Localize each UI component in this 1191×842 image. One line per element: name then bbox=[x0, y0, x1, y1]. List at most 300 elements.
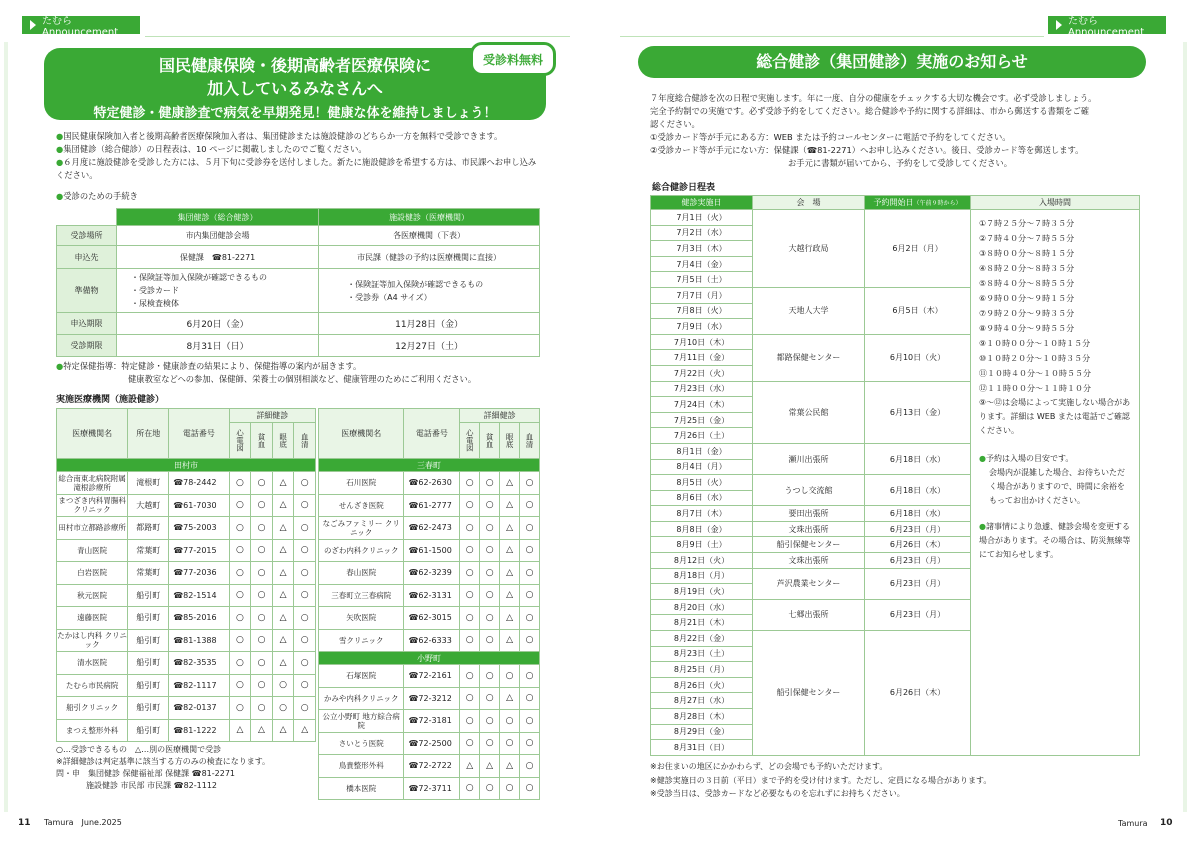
mark: △ bbox=[500, 472, 520, 495]
col-phone: 電話番号 bbox=[169, 409, 229, 459]
mark: ○ bbox=[480, 517, 500, 540]
start-label: 予約開始日 bbox=[873, 198, 914, 207]
proc-col2: 施設健診（医療機関） bbox=[319, 209, 540, 226]
institution-phone: ☎62-2473 bbox=[404, 517, 460, 540]
institution-phone: ☎82-3535 bbox=[169, 652, 229, 675]
institution-location: 船引町 bbox=[128, 607, 169, 630]
exam-date: 7月10日（木） bbox=[651, 334, 753, 350]
institution-name: まつえ整形外科 bbox=[57, 719, 128, 742]
exam-date: 7月5日（土） bbox=[651, 272, 753, 288]
mark: ○ bbox=[460, 665, 480, 688]
mark: △ bbox=[500, 607, 520, 630]
venue: 常葉公民館 bbox=[753, 381, 865, 443]
mark: ○ bbox=[460, 539, 480, 562]
mark: △ bbox=[229, 719, 251, 742]
institution-phone: ☎61-1500 bbox=[404, 539, 460, 562]
mark: △ bbox=[272, 719, 294, 742]
institution-phone: ☎61-2777 bbox=[404, 494, 460, 517]
mark: ○ bbox=[251, 697, 273, 720]
mark: ○ bbox=[294, 562, 316, 585]
mark: ○ bbox=[229, 494, 251, 517]
mark: ○ bbox=[480, 539, 500, 562]
mark: ○ bbox=[294, 652, 316, 675]
mark: △ bbox=[294, 719, 316, 742]
left-header-tag: たむら Announcement bbox=[22, 16, 140, 34]
tamura-institutions-table bbox=[56, 408, 316, 742]
mark: ○ bbox=[480, 584, 500, 607]
mark: △ bbox=[500, 517, 520, 540]
mark: ○ bbox=[460, 494, 480, 517]
mark: ○ bbox=[294, 494, 316, 517]
reservation-start: 6月23日（月） bbox=[865, 553, 971, 569]
exam-date: 8月8日（金） bbox=[651, 521, 753, 537]
table-row bbox=[319, 539, 540, 562]
bullet-3: ●６月度に施設健診を受診した方には、５月下旬に受診券を送付しました。新たに施設健診を希望する方は、市民課へお申し込みください。 bbox=[56, 157, 537, 180]
col-d3: 眼底 bbox=[272, 423, 294, 459]
mark: ○ bbox=[251, 539, 273, 562]
exam-date: 7月26日（土） bbox=[651, 428, 753, 444]
mark: ○ bbox=[460, 517, 480, 540]
reservation-start: 6月10日（火） bbox=[865, 334, 971, 381]
mark: ○ bbox=[251, 674, 273, 697]
institution-phone: ☎61-7030 bbox=[169, 494, 229, 517]
exam-date: 7月4日（金） bbox=[651, 256, 753, 272]
mark: ○ bbox=[480, 687, 500, 710]
mark: ○ bbox=[480, 710, 500, 733]
left-title-line2: 加入しているみなさんへ bbox=[207, 79, 383, 98]
institution-name: 石川医院 bbox=[319, 472, 404, 495]
institution-phone: ☎72-2161 bbox=[404, 665, 460, 688]
institution-name: なごみファミリー クリニック bbox=[319, 517, 404, 540]
mark: ○ bbox=[229, 629, 251, 652]
exam-date: 8月6日（水） bbox=[651, 490, 753, 506]
left-footer: Tamura June.2025 bbox=[44, 818, 122, 827]
institution-phone: ☎72-3711 bbox=[404, 777, 460, 800]
mark: ○ bbox=[520, 517, 540, 540]
venue: 船引保健センター bbox=[753, 537, 865, 553]
entry-time: ⑧９時４０分～９時５５分 bbox=[979, 324, 1075, 333]
exam-date: 8月1日（金） bbox=[651, 443, 753, 459]
table-row bbox=[57, 629, 316, 652]
col-start bbox=[865, 196, 971, 210]
exam-date: 8月18日（月） bbox=[651, 568, 753, 584]
venue: 要田出張所 bbox=[753, 506, 865, 522]
right-top-line bbox=[620, 36, 1044, 37]
institution-location: 船引町 bbox=[128, 674, 169, 697]
exam-date: 8月29日（金） bbox=[651, 724, 753, 740]
exam-date: 8月12日（火） bbox=[651, 553, 753, 569]
mark: △ bbox=[251, 719, 273, 742]
col-d1: 心電図 bbox=[229, 423, 251, 459]
exam-date: 8月28日（木） bbox=[651, 709, 753, 725]
institution-name: せんざき医院 bbox=[319, 494, 404, 517]
mark: ○ bbox=[229, 607, 251, 630]
venue: 船引保健センター bbox=[753, 631, 865, 756]
institution-name: たかはし内科 クリニック bbox=[57, 629, 128, 652]
entry-time: ⑤８時４０分～８時５５分 bbox=[979, 279, 1075, 288]
entry-time: ⑥９時００分～９時１５分 bbox=[979, 294, 1075, 303]
right-header-tag: たむら Announcement bbox=[1048, 16, 1166, 34]
exam-date: 7月2日（水） bbox=[651, 225, 753, 241]
mark: ○ bbox=[460, 777, 480, 800]
mark: ○ bbox=[480, 777, 500, 800]
entry-time: ②７時４０分～７時５５分 bbox=[979, 234, 1075, 243]
mark: ○ bbox=[520, 584, 540, 607]
table-row bbox=[319, 472, 540, 495]
mark: ○ bbox=[480, 665, 500, 688]
table-row bbox=[319, 732, 540, 755]
entry-time: ⑦９時２０分～９時３５分 bbox=[979, 309, 1075, 318]
exam-date: 7月9日（水） bbox=[651, 319, 753, 335]
detail-note: ※詳細健診は判定基準に該当する方のみの検査になります。 bbox=[56, 757, 271, 766]
mark: △ bbox=[272, 517, 294, 540]
venue: 瀬川出張所 bbox=[753, 443, 865, 474]
mark: ○ bbox=[229, 674, 251, 697]
table-row bbox=[319, 562, 540, 585]
mark: △ bbox=[272, 607, 294, 630]
entry-times bbox=[971, 210, 1140, 756]
right-intro: ７年度総合健診を次の日程で実施します。年に一度、自分の健康をチェックする大切な機会です。必ず受診しましょう。 完全予約制での実施です。必ず受診予約をしてください。総合健診や予約に関する詳細は、市から郵送する書類をご確 認ください。 ①受診カード等が手元にある方：WEB または予約コールセンターに電話で予約をしてください。 ②受診カード等が手元にない方：保健課（☎81-2271）へお申し込みください。後日、受診カード等を郵送します。 お手元に書類が届いてから、予約をして受診してください。 bbox=[650, 93, 1097, 168]
mark: △ bbox=[500, 687, 520, 710]
mark: ○ bbox=[520, 472, 540, 495]
table-row bbox=[319, 710, 540, 733]
institution-name: 青山医院 bbox=[57, 539, 128, 562]
col-detail: 詳細健診 bbox=[460, 409, 540, 423]
mark: ○ bbox=[294, 674, 316, 697]
mark: ○ bbox=[251, 584, 273, 607]
reservation-start: 6月13日（金） bbox=[865, 381, 971, 443]
col-d2: 貧血 bbox=[480, 423, 500, 459]
mark: △ bbox=[500, 562, 520, 585]
mark: ○ bbox=[251, 494, 273, 517]
mark: ○ bbox=[294, 539, 316, 562]
mark: ○ bbox=[520, 687, 540, 710]
venue: 天地人大学 bbox=[753, 287, 865, 334]
section-label: 田村市 bbox=[57, 459, 316, 472]
institution-phone: ☎85-2016 bbox=[169, 607, 229, 630]
table-row bbox=[57, 584, 316, 607]
reservation-start: 6月18日（水） bbox=[865, 443, 971, 474]
mark: ○ bbox=[229, 652, 251, 675]
mark: ○ bbox=[229, 562, 251, 585]
exam-date: 8月25日（月） bbox=[651, 662, 753, 678]
institution-location: 船引町 bbox=[128, 584, 169, 607]
institution-phone: ☎77-2015 bbox=[169, 539, 229, 562]
bullet-1: ●国民健康保険加入者と後期高齢者医療保険加入者は、集団健診または施設健診のどちらか一方を無料で受診できます。 bbox=[56, 131, 503, 141]
mark: △ bbox=[272, 562, 294, 585]
institution-location: 常葉町 bbox=[128, 539, 169, 562]
institution-name: 公立小野町 地方綜合病院 bbox=[319, 710, 404, 733]
col-venue: 会 場 bbox=[753, 196, 865, 210]
mark: ○ bbox=[520, 539, 540, 562]
table-row bbox=[57, 494, 316, 517]
institution-name: 鳥貴整形外科 bbox=[319, 755, 404, 778]
procedure-table: 集団健診（総合健診） 施設健診（医療機関） 受診場所 市内集団健診会場 各医療機関（下表） 申込先 保健課 ☎81-2271 市民課（健診の予約は医療機関に直接） 準備物 ・保険証等加入保険が確認できるもの ・受診カード ・尿検査検体 ・保険証等加入保険が確認できるもの ・受診券（A4 サイズ） 申込期限 6月20日（金） 11月28日（金） 受診期限 8月31日（日） 12月27日（土） bbox=[56, 208, 540, 357]
mark: △ bbox=[272, 494, 294, 517]
exam-date: 7月3日（木） bbox=[651, 241, 753, 257]
institution-name: さいとう医院 bbox=[319, 732, 404, 755]
exam-date: 8月19日（火） bbox=[651, 584, 753, 600]
table-row bbox=[57, 607, 316, 630]
institution-name: 春山医院 bbox=[319, 562, 404, 585]
col-d3: 眼底 bbox=[500, 423, 520, 459]
mark: △ bbox=[480, 755, 500, 778]
col-d1: 心電図 bbox=[460, 423, 480, 459]
right-footer: Tamura bbox=[1118, 819, 1148, 828]
table-row bbox=[57, 539, 316, 562]
reservation-start: 6月5日（木） bbox=[865, 287, 971, 334]
col-date: 健診実施日 bbox=[651, 196, 753, 210]
mark: ○ bbox=[229, 517, 251, 540]
mark: ○ bbox=[520, 732, 540, 755]
reservation-start: 6月26日（木） bbox=[865, 537, 971, 553]
mark: △ bbox=[500, 584, 520, 607]
mark: ○ bbox=[251, 652, 273, 675]
mark: ○ bbox=[251, 472, 273, 495]
venue: うつし交流館 bbox=[753, 475, 865, 506]
mark: ○ bbox=[460, 472, 480, 495]
mark: △ bbox=[272, 584, 294, 607]
table-row bbox=[319, 777, 540, 800]
institution-name: かみや内科クリニック bbox=[319, 687, 404, 710]
table-row bbox=[319, 687, 540, 710]
mark: ○ bbox=[480, 629, 500, 652]
exam-date: 7月24日（木） bbox=[651, 397, 753, 413]
table-row bbox=[57, 719, 316, 742]
table-row bbox=[57, 562, 316, 585]
mark: △ bbox=[272, 472, 294, 495]
exam-date: 7月8日（火） bbox=[651, 303, 753, 319]
mark: ○ bbox=[251, 517, 273, 540]
mark: ○ bbox=[294, 517, 316, 540]
guidance-line1: ●特定保健指導：特定健診・健康診査の結果により、保健指導の案内が届きます。 bbox=[56, 361, 362, 371]
institution-phone: ☎72-2722 bbox=[404, 755, 460, 778]
mark: ○ bbox=[294, 607, 316, 630]
institution-phone: ☎82-1117 bbox=[169, 674, 229, 697]
institution-phone: ☎78-2442 bbox=[169, 472, 229, 495]
exam-date: 7月7日（月） bbox=[651, 287, 753, 303]
venue: 大越行政局 bbox=[753, 210, 865, 288]
mark: ○ bbox=[480, 494, 500, 517]
institution-name: 総合南東北病院附属 滝根診療所 bbox=[57, 472, 128, 495]
contact-note-1: 問・申 集団健診 保健福祉部 保健課 ☎81-2271 bbox=[56, 769, 236, 778]
institution-phone: ☎62-3015 bbox=[404, 607, 460, 630]
mark: ○ bbox=[500, 710, 520, 733]
table-row bbox=[57, 697, 316, 720]
proc-col1: 集団健診（総合健診） bbox=[117, 209, 319, 226]
institution-phone: ☎62-3239 bbox=[404, 562, 460, 585]
mark: ○ bbox=[460, 562, 480, 585]
entry-time: ③８時００分～８時１５分 bbox=[979, 249, 1075, 258]
institution-location: 都路町 bbox=[128, 517, 169, 540]
miharu-ono-institutions-table bbox=[318, 408, 540, 800]
institution-name: 三春町立三春病院 bbox=[319, 584, 404, 607]
entry-time: ④８時２０分～８時３５分 bbox=[979, 264, 1075, 273]
left-title-line1: 国民健康保険・後期高齢者医療保険に bbox=[158, 56, 431, 75]
free-badge: 受診料無料 bbox=[470, 42, 556, 76]
entry-time: ⑩１０時２０分～１０時３５分 bbox=[979, 354, 1091, 363]
institution-name: 白岩医院 bbox=[57, 562, 128, 585]
exam-date: 7月1日（火） bbox=[651, 210, 753, 226]
mark: ○ bbox=[251, 629, 273, 652]
mark: ○ bbox=[294, 629, 316, 652]
mark: △ bbox=[500, 539, 520, 562]
table-row bbox=[319, 629, 540, 652]
mark: ○ bbox=[272, 697, 294, 720]
mark: ○ bbox=[500, 665, 520, 688]
table-row bbox=[319, 665, 540, 688]
institution-name: 清水医院 bbox=[57, 652, 128, 675]
institution-phone: ☎72-2500 bbox=[404, 732, 460, 755]
mark: ○ bbox=[500, 732, 520, 755]
institution-location: 船引町 bbox=[128, 719, 169, 742]
institution-name: たむら市民病院 bbox=[57, 674, 128, 697]
exam-date: 8月23日（土） bbox=[651, 646, 753, 662]
right-page-number: 10 bbox=[1160, 818, 1173, 828]
institution-phone: ☎75-2003 bbox=[169, 517, 229, 540]
institution-phone: ☎82-0137 bbox=[169, 697, 229, 720]
institution-name: 橋本医院 bbox=[319, 777, 404, 800]
mark: ○ bbox=[520, 710, 540, 733]
note-a-title-text: 予約は入場の目安です。 bbox=[985, 454, 1074, 463]
exam-date: 8月9日（土） bbox=[651, 537, 753, 553]
reservation-start: 6月23日（月） bbox=[865, 521, 971, 537]
reservation-start: 6月23日（月） bbox=[865, 568, 971, 599]
exam-date: 8月31日（日） bbox=[651, 740, 753, 756]
exam-date: 7月25日（金） bbox=[651, 412, 753, 428]
institution-phone: ☎72-3212 bbox=[404, 687, 460, 710]
mark: ○ bbox=[460, 732, 480, 755]
mark: ○ bbox=[460, 584, 480, 607]
reservation-start: 6月2日（月） bbox=[865, 210, 971, 288]
institution-phone: ☎81-1222 bbox=[169, 719, 229, 742]
institution-phone: ☎62-2630 bbox=[404, 472, 460, 495]
institution-location: 船引町 bbox=[128, 652, 169, 675]
bullet-2: ●集団健診（総合健診）の日程表は、10 ページに掲載しましたのでご覧ください。 bbox=[56, 144, 367, 154]
table-row bbox=[319, 607, 540, 630]
venue: 文珠出張所 bbox=[753, 553, 865, 569]
note-a-title: ●予約は入場の目安です。 bbox=[979, 454, 1074, 463]
exam-date: 8月4日（月） bbox=[651, 459, 753, 475]
institution-name: 秋元医院 bbox=[57, 584, 128, 607]
venue: 文珠出張所 bbox=[753, 521, 865, 537]
entry-time: ⑫１１時００分～１１時１０分 bbox=[979, 384, 1091, 393]
right-foot-notes: ※お住まいの地区にかかわらず、どの会場でも予約いただけます。 ※健診実施日の３日前（平日）まで予約を受け付けます。ただし、定員になる場合があります。 ※受診当日は、受診カードなど必要なものを忘れずにお持ちください。 bbox=[650, 762, 992, 798]
institution-phone: ☎62-3131 bbox=[404, 584, 460, 607]
mark: △ bbox=[272, 539, 294, 562]
left-side-bar bbox=[4, 42, 8, 812]
mark: ○ bbox=[520, 755, 540, 778]
table-row bbox=[319, 517, 540, 540]
table-row bbox=[319, 755, 540, 778]
contact-note-2: 施設健診 市民部 市民課 ☎82-1112 bbox=[86, 781, 218, 790]
bullet-4: ●受診のための手続き bbox=[56, 191, 138, 201]
reservation-start: 6月18日（水） bbox=[865, 475, 971, 506]
exam-date: 8月20日（水） bbox=[651, 599, 753, 615]
right-title-box: 総合健診（集団健診）実施のお知らせ bbox=[638, 46, 1146, 78]
exam-date: 8月22日（金） bbox=[651, 631, 753, 647]
mark: ○ bbox=[251, 562, 273, 585]
mark: ○ bbox=[520, 629, 540, 652]
table-row bbox=[57, 472, 316, 495]
institution-phone: ☎82-1514 bbox=[169, 584, 229, 607]
mark: ○ bbox=[460, 607, 480, 630]
col-d2: 貧血 bbox=[251, 423, 273, 459]
mark: △ bbox=[500, 755, 520, 778]
mark: △ bbox=[500, 629, 520, 652]
exam-date: 8月27日（水） bbox=[651, 693, 753, 709]
mark: △ bbox=[272, 629, 294, 652]
entry-time: ①７時２５分～７時３５分 bbox=[979, 219, 1075, 228]
mark: ○ bbox=[520, 562, 540, 585]
note-b-text: 諸事情により急遽、健診会場を変更する場合があります。その場合は、防災無線等にてお知らせします。 bbox=[979, 522, 1131, 559]
mark: ○ bbox=[460, 629, 480, 652]
col-d4: 血清 bbox=[294, 423, 316, 459]
col-detail: 詳細健診 bbox=[229, 409, 315, 423]
mark: ○ bbox=[480, 732, 500, 755]
mark: △ bbox=[272, 652, 294, 675]
mark: ○ bbox=[480, 607, 500, 630]
institution-name: 石塚医院 bbox=[319, 665, 404, 688]
exam-date: 8月21日（木） bbox=[651, 615, 753, 631]
mark: ○ bbox=[294, 697, 316, 720]
left-page-number: 11 bbox=[18, 818, 31, 828]
mark: ○ bbox=[520, 665, 540, 688]
right-side-bar bbox=[1183, 42, 1187, 812]
mark: ○ bbox=[520, 777, 540, 800]
left-title-line3: 特定健診・健康診査で病気を早期発見！健康な体を維持しましょう！ bbox=[93, 106, 497, 121]
exam-date: 8月7日（木） bbox=[651, 506, 753, 522]
exam-date: 7月11日（金） bbox=[651, 350, 753, 366]
institution-location: 船引町 bbox=[128, 697, 169, 720]
table-row bbox=[57, 652, 316, 675]
schedule-row bbox=[651, 210, 1140, 226]
exam-date: 7月23日（水） bbox=[651, 381, 753, 397]
institution-name: 田村市立都路診療所 bbox=[57, 517, 128, 540]
note-a-body: 会場内が混雑した場合、お待ちいただく場合がありますので、時間に余裕をもってお出かけください。 bbox=[989, 468, 1125, 505]
table-row bbox=[57, 674, 316, 697]
reservation-start: 6月26日（木） bbox=[865, 631, 971, 756]
institution-phone: ☎77-2036 bbox=[169, 562, 229, 585]
guidance-line2: 健康教室などへの参加、保健師、栄養士の個別相談など、健康管理のためにご利用ください。 bbox=[128, 374, 477, 384]
reservation-start: 6月18日（水） bbox=[865, 506, 971, 522]
schedule-title: 総合健診日程表 bbox=[652, 183, 716, 193]
table-row bbox=[319, 584, 540, 607]
mark: ○ bbox=[229, 584, 251, 607]
institution-name: のざわ内科クリニック bbox=[319, 539, 404, 562]
mark: ○ bbox=[520, 607, 540, 630]
institution-location: 滝根町 bbox=[128, 472, 169, 495]
exam-date: 8月26日（火） bbox=[651, 677, 753, 693]
col-name: 医療機関名 bbox=[319, 409, 404, 459]
col-name: 医療機関名 bbox=[57, 409, 128, 459]
exam-date: 8月5日（火） bbox=[651, 475, 753, 491]
left-top-line bbox=[145, 36, 570, 37]
col-location: 所在地 bbox=[128, 409, 169, 459]
venue: 芦沢農業センター bbox=[753, 568, 865, 599]
section-label: 小野町 bbox=[319, 652, 540, 665]
venue: 都路保健センター bbox=[753, 334, 865, 381]
institution-name: 遠藤医院 bbox=[57, 607, 128, 630]
institution-phone: ☎72-3181 bbox=[404, 710, 460, 733]
legend: ○…受診できるもの △…別の医療機関で受診 bbox=[56, 745, 222, 754]
institution-name: 雪クリニック bbox=[319, 629, 404, 652]
institution-phone: ☎62-6333 bbox=[404, 629, 460, 652]
mark: ○ bbox=[500, 777, 520, 800]
mark: △ bbox=[500, 494, 520, 517]
mark: ○ bbox=[460, 687, 480, 710]
mark: ○ bbox=[480, 472, 500, 495]
